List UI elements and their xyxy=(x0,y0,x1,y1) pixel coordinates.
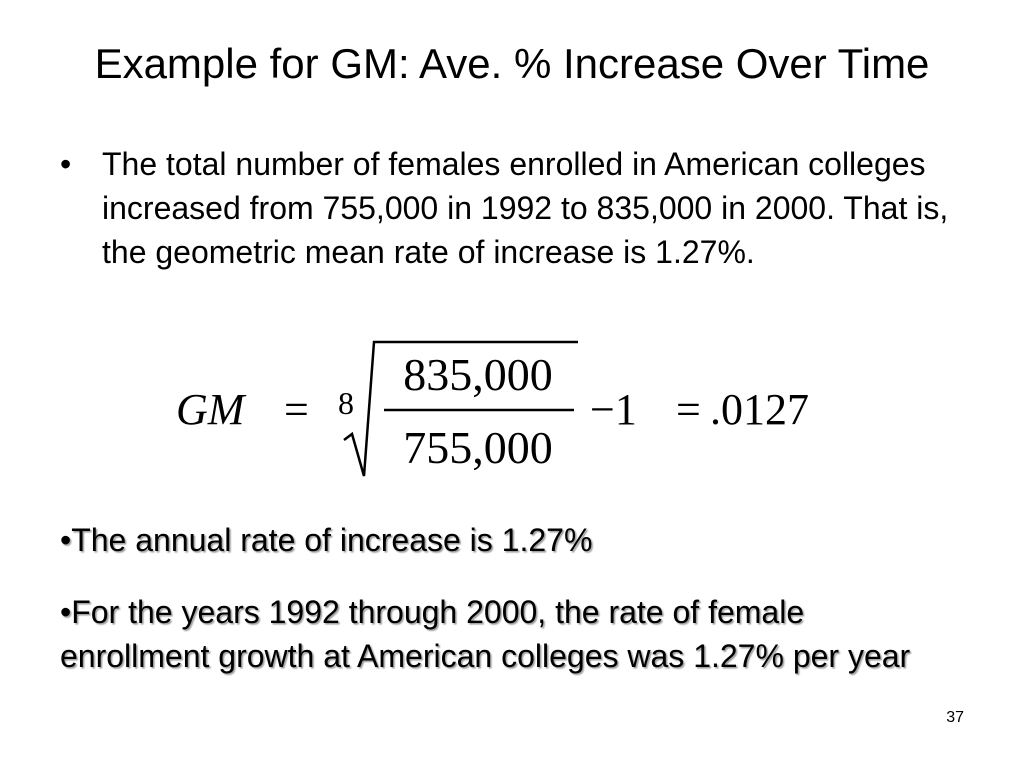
slide-title: Example for GM: Ave. % Increase Over Time xyxy=(94,40,930,87)
formula-lhs: GM xyxy=(176,385,245,434)
formula-equals-2: = xyxy=(676,385,701,434)
formula-denominator: 755,000 xyxy=(403,422,553,473)
annual-rate-bullet: •The annual rate of increase is 1.27% xyxy=(60,522,593,558)
formula-equals: = xyxy=(284,385,309,434)
page-number: 37 xyxy=(946,709,964,726)
intro-bullet-text: The total number of females enrolled in American colleges increased from 755,000 in 1992 to 835,000 in 2000. That is, the geometric mean rate of increase is 1.27%. xyxy=(102,146,949,270)
formula-result: .0127 xyxy=(710,385,809,434)
enrollment-growth-bullet: •For the years 1992 through 2000, the rate of female enrollment growth at American colleges was 1.27% per year xyxy=(60,594,911,674)
bullet-marker: • xyxy=(60,146,72,182)
formula-numerator: 835,000 xyxy=(403,349,553,400)
intro-bullet xyxy=(60,142,960,274)
formula-minus-one: −1 xyxy=(590,385,637,434)
geometric-mean-formula xyxy=(0,330,1024,490)
formula-root-index: 8 xyxy=(338,385,354,421)
